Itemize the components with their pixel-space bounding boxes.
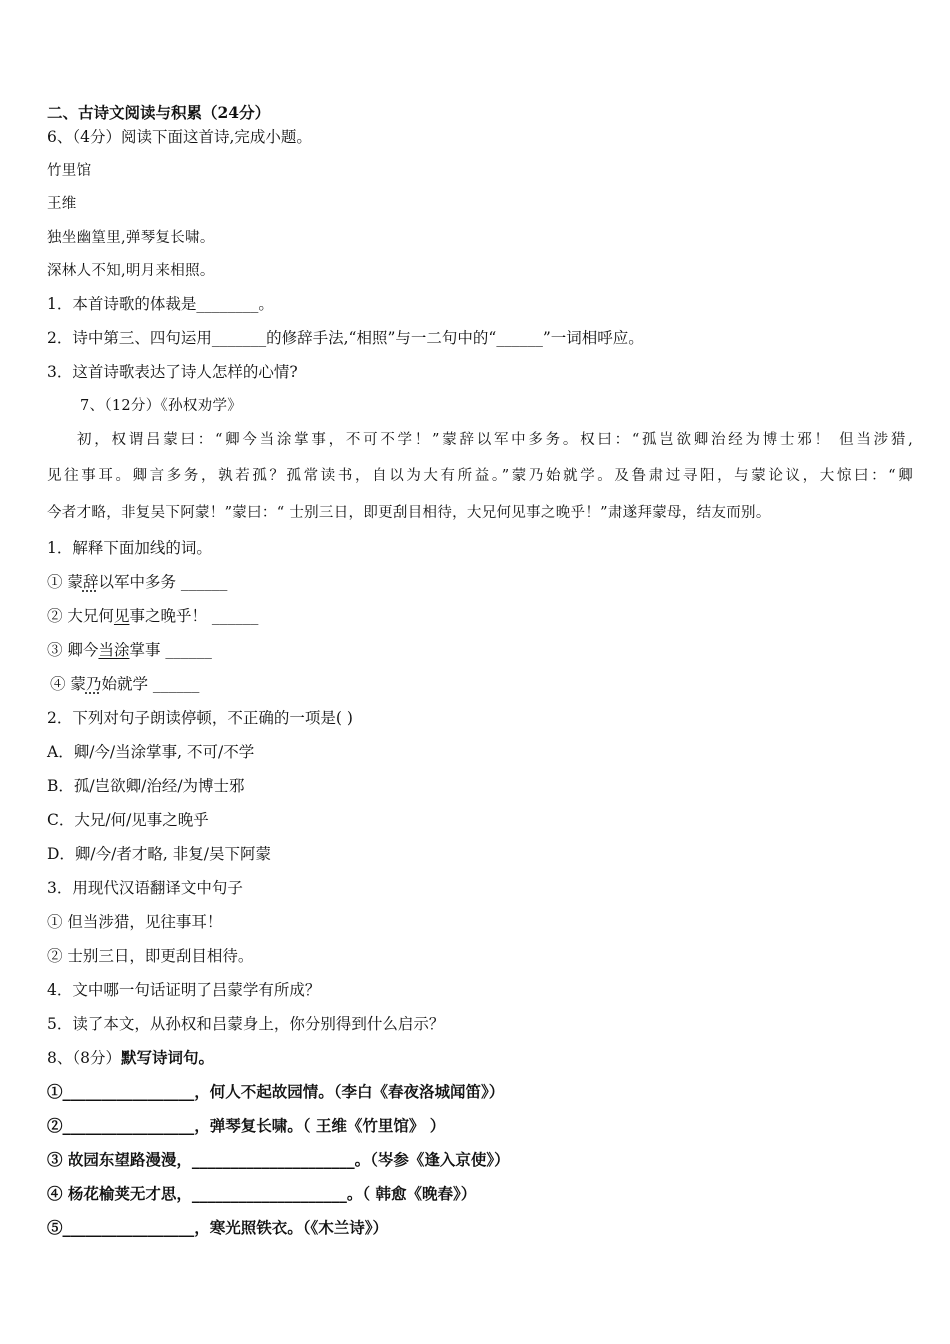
option-c: C．大兄/何/见事之晚乎 [47,811,209,829]
poem-line-1: 独坐幽篁里,弹琴复长啸。 [47,230,215,246]
question-8-instruction: 默写诗词句。 [120,1048,214,1067]
vocab-item-blank: 事之晚乎！ ______ [129,607,259,625]
vocab-item-text: ② 大兄何 [47,607,114,625]
vocab-item-2 [47,606,258,626]
vocab-item-3 [47,640,212,660]
q7-sub-3-stem: 3．用现代汉语翻译文中句子 [47,879,243,897]
passage-line-3: 今者才略，非复吴下阿蒙！”蒙曰：“ 士别三日，即更刮目相待，大兄何见事之晚乎！”肃遂拜蒙母，结友而别。 [47,505,771,521]
q6-sub-3: 3．这首诗歌表达了诗人怎样的心情? [47,363,298,381]
vocab-underlined-word: 见 [113,607,130,625]
option-d: D．卿/今/者才略, 非复/吴下阿蒙 [47,845,271,863]
question-8-number: 8、（8分） [47,1049,121,1067]
q6-sub-1: 1．本首诗歌的体裁是________。 [47,295,274,313]
question-8-stem [47,1048,214,1068]
option-a: A．卿/今/当涂掌事, 不可/不学 [47,743,255,761]
recite-line-3: ③ 故园东望路漫漫，_____________________。（岑参《逢入京使》） [47,1150,510,1169]
vocab-item-text: ① 蒙 [47,573,83,591]
passage-line-1: 初，权谓吕蒙曰：“卿今当涂掌事，不可不学！”蒙辞以军中多务。权曰：“孤岂欲卿治经为博士邪！ 但当涉猎, [77,432,913,448]
vocab-item-text: ③ 卿今 [47,641,99,659]
translate-item-1: ① 但当涉猎，见往事耳！ [47,913,223,931]
q7-sub-2-stem: 2．下列对句子朗读停顿，不正确的一项是( ) [47,709,353,727]
poem-line-2: 深林人不知,明月来相照。 [47,263,215,279]
section-title: 二、古诗文阅读与积累（24分） [47,103,271,122]
option-b: B．孤/岂欲卿/治经/为博士邪 [47,777,245,795]
recite-line-2: ②_________________，弹琴复长啸。（ 王维《竹里馆》 ） [47,1116,446,1135]
vocab-underlined-word: 当涂 [98,641,130,659]
vocab-underlined-word: 乃 [85,675,102,693]
vocab-item-4 [50,674,199,694]
poem-author: 王维 [47,196,77,212]
vocab-item-blank: 始就学 ______ [101,675,200,693]
translate-item-2: ② 士别三日，即更刮目相待。 [47,947,254,965]
q7-sub-1-stem: 1．解释下面加线的词。 [47,539,212,557]
question-7-stem: 7、（12分）《孙权劝学》 [80,398,243,414]
vocab-item-1 [47,572,227,592]
vocab-item-blank: 掌事 ______ [129,641,212,659]
question-6-stem: 6、（4分）阅读下面这首诗,完成小题。 [47,128,312,146]
vocab-underlined-word: 辞 [82,573,99,591]
q6-sub-2: 2．诗中第三、四句运用_______的修辞手法,“相照”与一二句中的“______”一词相呼应。 [47,329,644,347]
recite-line-5: ⑤_________________，寒光照铁衣。（《木兰诗》） [47,1218,389,1237]
q7-sub-5: 5．读了本文，从孙权和吕蒙身上，你分别得到什么启示？ [47,1015,445,1033]
recite-line-4: ④ 杨花榆荚无才思，____________________。（ 韩愈《晚春》） [47,1184,477,1203]
recite-line-1: ①_________________，何人不起故园情。（李白《春夜洛城闻笛》） [47,1082,505,1101]
poem-title: 竹里馆 [47,163,92,179]
q7-sub-4: 4．文中哪一句话证明了吕蒙学有所成？ [47,981,321,999]
vocab-item-blank: 以军中多务 ______ [98,573,228,591]
passage-line-2: 见往事耳。卿言多务，孰若孤？孤常读书，自以为大有所益。”蒙乃始就学。及鲁肃过寻阳，与蒙论议，大惊曰：“卿 [47,468,913,484]
vocab-item-text: ④ 蒙 [50,675,86,693]
